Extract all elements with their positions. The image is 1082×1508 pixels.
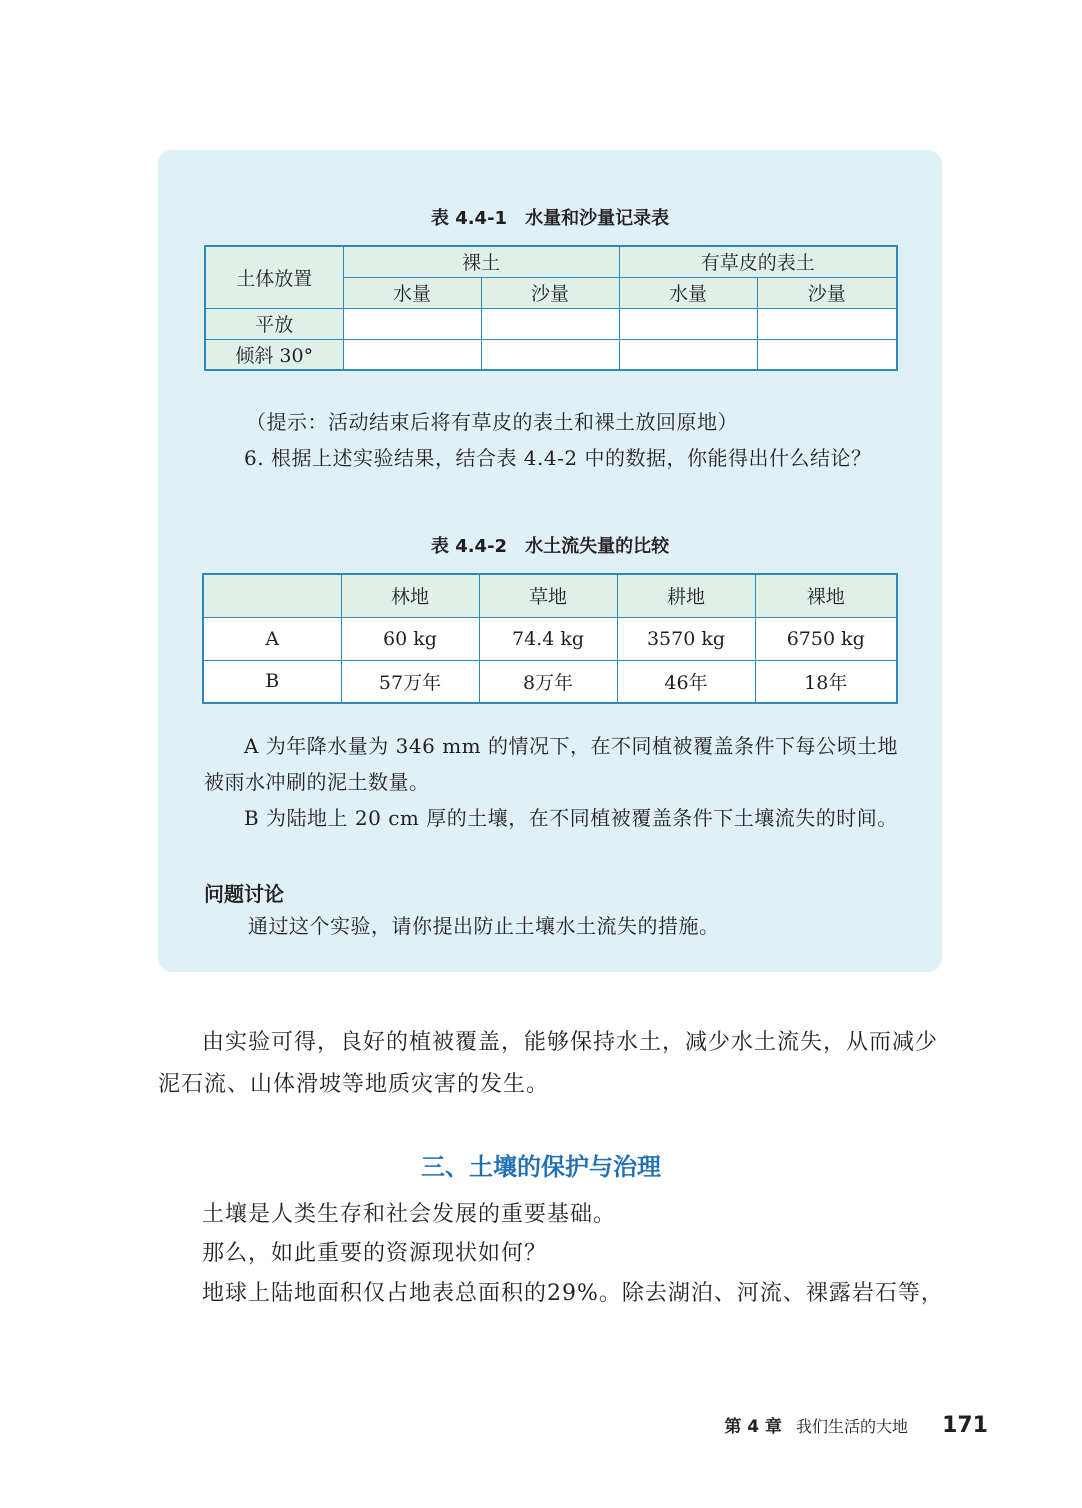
water-sand-record-table bbox=[204, 245, 898, 371]
table2-caption bbox=[158, 532, 942, 558]
subheader-water: 水量 bbox=[343, 277, 481, 308]
table-cell: 18年 bbox=[755, 660, 897, 703]
subheader-sand: 沙量 bbox=[481, 277, 619, 308]
empty-cell bbox=[757, 339, 897, 370]
row-label-b: B bbox=[203, 660, 341, 703]
column-header-empty bbox=[203, 574, 341, 617]
table-cell: 60 kg bbox=[341, 617, 479, 660]
page-number: 171 bbox=[942, 1413, 988, 1438]
note-b: B 为陆地上 20 cm 厚的土壤，在不同植被覆盖条件下土壤流失的时间。 bbox=[244, 806, 898, 830]
empty-cell bbox=[343, 308, 481, 339]
table-cell: 6750 kg bbox=[755, 617, 897, 660]
column-header-forest: 林地 bbox=[341, 574, 479, 617]
chapter-title: 我们生活的大地 bbox=[796, 1417, 909, 1436]
paragraph-3: 地球上陆地面积仅占地表总面积的29%。除去湖泊、河流、裸露岩石等， bbox=[202, 1281, 944, 1306]
empty-cell bbox=[481, 308, 619, 339]
header-placement: 土体放置 bbox=[205, 246, 343, 308]
table2-number: 表 4.4-2 bbox=[430, 536, 508, 557]
empty-cell bbox=[619, 308, 757, 339]
column-header-grassland: 草地 bbox=[479, 574, 617, 617]
table-cell: 3570 kg bbox=[617, 617, 755, 660]
empty-cell bbox=[481, 339, 619, 370]
activity-hint: （提示：活动结束后将有草皮的表土和裸土放回原地） bbox=[246, 410, 738, 434]
paragraph-1: 土壤是人类生存和社会发展的重要基础。 bbox=[202, 1202, 617, 1227]
row-label-a: A bbox=[203, 617, 341, 660]
column-header-bare-land: 裸地 bbox=[755, 574, 897, 617]
discussion-text: 通过这个实验，请你提出防止土壤水土流失的措施。 bbox=[248, 914, 720, 938]
discussion-heading: 问题讨论 bbox=[204, 882, 284, 906]
subheader-sand: 沙量 bbox=[757, 277, 897, 308]
subheader-water: 水量 bbox=[619, 277, 757, 308]
column-header-farmland: 耕地 bbox=[617, 574, 755, 617]
header-bare-soil: 裸土 bbox=[343, 246, 619, 277]
table1-title: 水量和沙量记录表 bbox=[525, 208, 670, 229]
table-cell: 46年 bbox=[617, 660, 755, 703]
page-footer bbox=[724, 1412, 988, 1438]
activity-box bbox=[158, 150, 942, 972]
row-label-tilted: 倾斜 30° bbox=[205, 339, 343, 370]
table-cell: 57万年 bbox=[341, 660, 479, 703]
soil-loss-comparison-table bbox=[202, 573, 898, 704]
header-turf-topsoil: 有草皮的表土 bbox=[619, 246, 897, 277]
chapter-label: 第 4 章 bbox=[724, 1417, 783, 1437]
empty-cell bbox=[757, 308, 897, 339]
conclusion-paragraph: 由实验可得，良好的植被覆盖，能够保持水土，减少水土流失，从而减少泥石流、山体滑坡等地质灾害的发生。 bbox=[158, 1030, 939, 1097]
table-cell: 74.4 kg bbox=[479, 617, 617, 660]
empty-cell bbox=[619, 339, 757, 370]
table2-title: 水土流失量的比较 bbox=[525, 536, 670, 557]
section-title: 三、土壤的保护与治理 bbox=[421, 1153, 661, 1181]
activity-step-6: 6. 根据上述实验结果，结合表 4.4-2 中的数据，你能得出什么结论？ bbox=[244, 446, 872, 470]
row-label-flat: 平放 bbox=[205, 308, 343, 339]
table-cell: 8万年 bbox=[479, 660, 617, 703]
table1-caption bbox=[158, 204, 942, 230]
table1-number: 表 4.4-1 bbox=[430, 208, 508, 229]
note-a: A 为年降水量为 346 mm 的情况下，在不同植被覆盖条件下每公顷土地被雨水冲刷的泥土数量。 bbox=[204, 734, 898, 794]
paragraph-2: 那么，如此重要的资源现状如何？ bbox=[202, 1241, 548, 1266]
empty-cell bbox=[343, 339, 481, 370]
